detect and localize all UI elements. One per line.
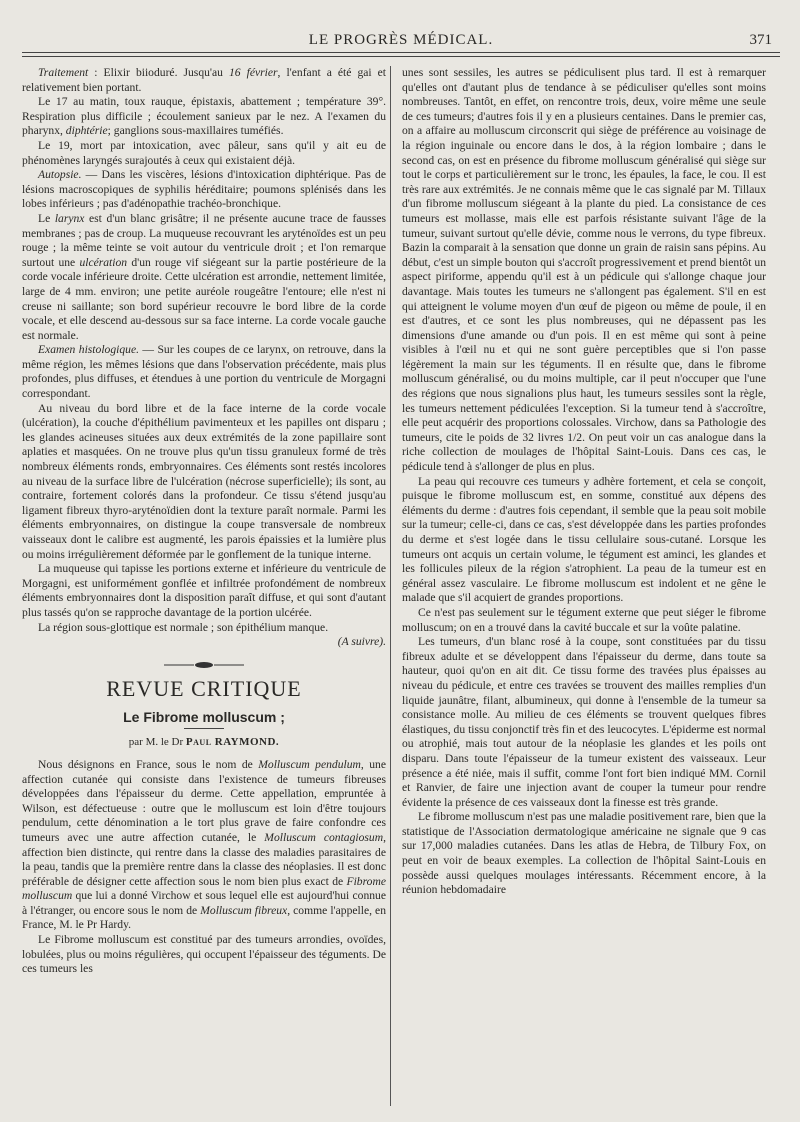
ornament-divider — [22, 658, 386, 673]
right-column — [402, 66, 766, 1114]
text-run: est d'un blanc grisâtre; il ne présente aucune trace de fausses membranes ; pas de croup. La muqueuse recouvrant les aryténoïdes est un peu rouge ; la même teinte se voit autour du ventricule droit ; et l'on remarque surtout une — [22, 211, 386, 269]
text-run: , affection bien distincte, qui rentre dans la classe des maladies parasitaires de la peau, tandis que la première rentre dans la classe des néoplasies. Il est donc préférable de désigner cette affection sous le nom bien plus exact de — [22, 830, 386, 888]
emphasis: Molluscum fibreux — [200, 903, 288, 917]
page-number: 371 — [749, 32, 772, 48]
paragraph — [22, 66, 386, 95]
to-be-continued: (A suivre). — [337, 635, 386, 649]
rubric: Autopsie. — [38, 168, 82, 182]
paragraph: Le 19, mort par intoxication, avec pâleur, sans qu'il y ait eu de phénomènes laryngés surajoutés à ceux qui existaient déjà. — [22, 138, 386, 167]
emphasis: larynx — [54, 211, 85, 225]
header-rule — [22, 52, 780, 57]
article-title: Le Fibrome molluscum ; — [123, 709, 285, 726]
paragraph — [22, 758, 386, 933]
paragraph: Ce n'est pas seulement sur le tégument externe que peut siéger le fibrome molluscum; on en a trouvé dans la cavité buccale et sur la voûte palatine. — [402, 605, 766, 634]
rubric: Traitement — [38, 66, 89, 79]
paragraph: unes sont sessiles, les autres se pédiculisent plus tard. Il est à remarquer qu'elles ont d'autant plus de tendance à se pédiculiser qu'elles sont moins nombreuses. Tantôt, en effet, on rencontre trois, deux, voire même une seule de ces tumeurs; d'autres fois il y en a plusieurs centaines. Dans le premier cas, on a affaire au molluscum circonscrit qui siège de préférence au voisinage de la région inguinale ou encore dans le dos, à la région lombaire ; dans le second cas, on est en présence du fibrome molluscum généralisé qui siège sur tout le corps et particulièrement sur le tronc, les épaules, la face, le cou. Il est très rare aux extrémités. Je ne connais même que le cas signalé par M. Tillaux d'un fibrome molluscum siégeant à la plante du pied. La consistance de ces tumeurs est mollasse, mais elle est parfois résistante suivant l'âge de la tumeur, suivant surtout qu'elle dévie, comme nous le verrons, du type fibreux. Bazin la comparait à la sensation que donne un grain de raisin sans pépins. Au début, c'est un simple bouton qui s'accroît progressivement et prend bientôt un aspect piriforme, appendu qu'il est à un pédicule qui s'allonge chaque jour davantage. Mais toutes les tumeurs ne s'allongent pas également. S'il en est qui atteignent le volume moyen d'un œuf de pigeon ou même de poule, il en est d'autres, et ce sont les plus nombreuses, qui ne dépassent pas les dimensions d'une amande ou d'un pois. Il en est même qui sont à peine visibles à l'œil nu et qui ne sont guère perceptibles que si l'on passe légèrement la main sur les téguments. Il en résulte que, dans le fibrome molluscum généralisé, ou du moins multiple, car il peut n'occuper que l'une des régions que nous signalions plus haut, les tumeurs sessiles sont la règle, les tumeurs nettement pédiculées l'exception. Si la tumeur tend à s'accroître, elle peut acquérir des proportions colossales. Virchow, dans sa Pathologie des tumeurs, cite le poids de 32 livres 1/2. On peut voir un cas analogue dans la riche collection de moulages de l'hôpital Saint-Louis. Dans ces cas, le pédicule tend à s'allonger de plus en plus. — [402, 66, 766, 474]
author-name: Paul RAYMOND. — [185, 736, 280, 749]
text-run: — Dans les viscères, lésions d'intoxication diphtérique. Pas de lésions macroscopiques de syphilis héréditaire; poumons splénisés dans les lobes inférieurs ; pas d'adénopathie trachéo-bronchique. — [22, 168, 386, 211]
text-run: , comme l'appelle, en France, M. le Pr Hardy. — [22, 903, 386, 932]
byline-prefix: par M. le Dr — [128, 736, 186, 749]
paragraph — [22, 212, 386, 343]
column-divider — [390, 66, 391, 1106]
paragraph: La peau qui recouvre ces tumeurs y adhère fortement, et cela se conçoit, puisque le fibrome molluscum est, en somme, constitué aux dépens des éléments du derme : d'autres fois cependant, il semble que la peau soit mobile sur la tumeur; celle-ci, dans ce cas, s'est développée dans les parties profondes du derme et s'est logée dans le tissu cellulaire sous-cutané. Lorsque les tumeurs ont acquis un certain volume, le tégument est aminci, les glandes et les follicules pileux de la région s'atrophient. La peau de la tumeur est en général assez vasculaire. Le fibrome molluscum est indolent et ne gêne le malade que s'il acquiert de grandes proportions. — [402, 474, 766, 605]
text-run: , l'enfant a été gai et relativement bien portant. — [22, 66, 386, 94]
paragraph — [22, 168, 386, 212]
text-run: : Elixir biioduré. Jusqu'au — [88, 66, 229, 79]
text-run: — Sur les coupes de ce larynx, on retrouve, dans la même région, les mêmes lésions que dans l'observation précédente, mais plus profondes, plus diffuses, et étendues à une portion du ventricule de Morgagni correspondant. — [22, 343, 386, 401]
paragraph: La muqueuse qui tapisse les portions externe et inférieure du ventricule de Morgagni, est uniformément gonflée et infiltrée profondément de nombreux éléments embryonnaires dont la disposition paraît diffuse, et qui sont d'autant plus tassés qu'on se rapproche davantage de la portion ulcérée. — [22, 562, 386, 619]
running-title: LE PROGRÈS MÉDICAL. — [308, 32, 494, 48]
paragraph — [22, 343, 386, 401]
emphasis: diphtérie — [65, 124, 108, 138]
paragraph: La région sous-glottique est normale ; son épithélium manque. — [38, 620, 329, 634]
text-run: ; ganglions sous-maxillaires tuméfiés. — [107, 124, 284, 138]
text-run: que lui a donné Virchow et sous lequel elle est aujourd'hui connue à l'étranger, ou encore sous le nom de — [22, 889, 386, 917]
emphasis: Molluscum contagiosum — [264, 830, 384, 844]
text-run: , une affection cutanée qui consiste dans l'existence de tumeurs fibreuses développées dans l'épaisseur du derme. Cette appellation, empruntée à Wilson, est défectueuse : outre que le molluscum est loin d'être toujours pendulum, cette dénomination a le tort plus grave de faire confondre ces tumeurs avec une autre affection cutanée, le — [22, 757, 386, 844]
title-rule — [184, 728, 224, 729]
rubric: Examen histologique. — [38, 343, 139, 357]
paragraph: Le Fibrome molluscum est constitué par des tumeurs arrondies, ovoïdes, lobulées, plus ou moins régulières, qui occupent l'épaisseur des téguments. De ces tumeurs les — [22, 933, 386, 976]
text-run: Le — [38, 211, 55, 225]
byline — [22, 735, 386, 750]
emphasis: Fibrome molluscum — [22, 874, 386, 903]
section-title: REVUE CRITIQUE — [106, 676, 302, 702]
emphasis: ulcération — [79, 255, 128, 269]
ornament-icon — [164, 661, 244, 669]
text-run: Nous désignons en France, sous le nom de — [38, 757, 259, 771]
paragraph: Le fibrome molluscum n'est pas une maladie positivement rare, bien que la statistique de l'Association dermatologique américaine ne signale que 9 cas sur 17,000 maladies cutanées. Dans les atlas de Hebra, de Tilbury Fox, on peut en voir de beaux exemples. La collection de l'hôpital Saint-Louis en possède aussi quelques moulages intéressants. Récemment encore, à la réunion hebdomadaire — [402, 810, 766, 897]
text-run: d'un rouge vif siégeant sur la partie postérieure de la corde vocale inférieure droite. Cette ulcération est arrondie, nettement limitée, large de 4 mm. environ; une petite auréole rougeâtre l'entoure; elle n'est ni creuse ni saillante; son bord supérieur recouvre le bord libre de la corde vocale, et elle descend au-dessous sur sa face interne. La corde vocale gauche est normale. — [22, 255, 386, 342]
emphasis: 16 février — [228, 66, 278, 79]
paragraph: Au niveau du bord libre et de la face interne de la corde vocale (ulcération), la couche d'épithélium pavimenteux et les papilles ont disparu ; les glandes acineuses situées aux deux extrémités de la zone papillaire sont aplaties et masquées. On ne trouve plus qu'un tissu granuleux formé de très nombreux éléments ronds, embryonnaires. Ces éléments sont restés incolores au niveau de la surface libre de l'ulcération (nécrose superficielle); ils sont, au contraire, fortement colorés dans la profondeur. Ce tissu s'étend jusqu'au ligament fibreux thyro-aryténoïdien dont la texture paraît normale. Parmi les éléments embryonnaires, on distingue la coupe transversale de nombreux vaisseaux dont le calibre est augmenté, les parois épaissies et la lumière plus ou moins irrégulièrement déformée par le gonflement de la tunique interne. — [22, 401, 386, 561]
emphasis: Molluscum pendulum — [258, 757, 361, 771]
paragraph: Les tumeurs, d'un blanc rosé à la coupe, sont constituées par du tissu fibreux adulte et se développent dans l'épaisseur du derme, dans toute sa hauteur, quoi qu'on en ait dit. Ce tissu forme des travées plus épaisses au niveau du pédicule, et entre ces travées se trouvent des mailles remplies d'un liquide jaunâtre, filant, albumineux, qui donne à l'ensemble de la tumeur sa consistance molle. Au milieu de ces éléments se trouvent quelques fibres élastiques, du tissu conjonctif très fin et des leucocytes. L'épiderme est normal ou atrophié, mais tout autour de la néoplasie les glandes et les poils ont disparu. Dans toute l'épaisseur de la tumeur existent des vaisseaux. Leur présence a été niée, mais il suffit, comme l'ont fort bien indiqué MM. Cornil et Ranvier, de faire une injection avant de couper la tumeur pour rendre évidente la présence de ces vaisseaux dont la finesse est très grande. — [402, 635, 766, 809]
paragraph — [22, 95, 386, 139]
text-run: Le 17 au matin, toux rauque, épistaxis, abattement ; température 39°. Respiration plus difficile ; écoulement sanieux par le nez. A l'examen du pharynx, — [22, 95, 386, 138]
page-header — [22, 30, 780, 52]
left-column — [22, 66, 386, 1114]
